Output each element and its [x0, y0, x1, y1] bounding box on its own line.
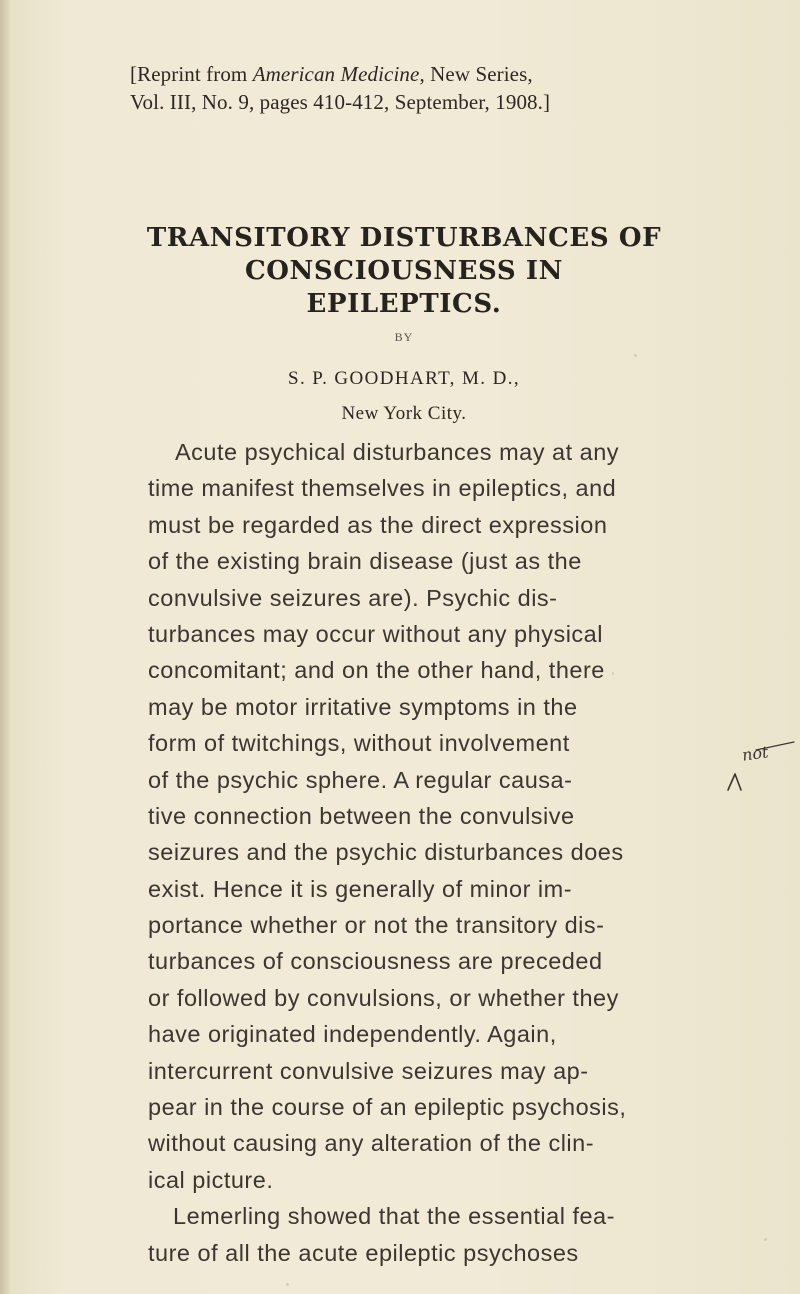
- body-line: of the existing brain disease (just as the: [148, 548, 582, 575]
- body-line: time manifest themselves in epileptics, and: [148, 475, 617, 502]
- body-line: convulsive seizures are). Psychic dis-: [148, 584, 558, 611]
- page-edge-shadow: [0, 0, 10, 1294]
- body-line: ture of all the acute epileptic psychoses: [148, 1239, 579, 1266]
- body-line: may be motor irritative symptoms in the: [148, 693, 578, 720]
- body-line: turbances may occur without any physical: [148, 620, 603, 647]
- author-location: New York City.: [341, 403, 467, 424]
- body-line: must be regarded as the direct expression: [148, 511, 608, 538]
- body-line: ical picture.: [148, 1166, 274, 1193]
- handwritten-margin-note: [726, 740, 796, 800]
- body-line: intercurrent convulsive seizures may ap-: [148, 1057, 589, 1084]
- body-line: Lemerling showed that the essential fea-: [173, 1203, 615, 1230]
- body-line: turbances of consciousness are preceded: [148, 948, 603, 975]
- author-name: S. P. GOODHART, M. D.,: [288, 368, 520, 389]
- body-line: exist. Hence it is generally of minor im-: [148, 875, 573, 902]
- citation-line-1: [130, 60, 690, 88]
- body-line: seizures and the psychic disturbances does: [148, 839, 624, 866]
- margin-note-text: not: [740, 742, 770, 765]
- paper-speck: [612, 672, 614, 675]
- body-line: tive connection between the convulsive: [148, 802, 575, 829]
- title-line-2: CONSCIOUSNESS IN: [245, 256, 563, 286]
- body-line: portance whether or not the transitory dis-: [148, 912, 605, 939]
- body-line: Acute psychical disturbances may at any: [175, 439, 620, 465]
- paper-speck: [764, 1238, 767, 1241]
- body-line: concomitant; and on the other hand, there: [148, 657, 605, 684]
- article-title: [110, 222, 698, 321]
- citation-journal: American Medicine: [252, 62, 420, 86]
- body-line: without causing any alteration of the clin-: [148, 1130, 595, 1157]
- paper-speck: [286, 1283, 289, 1286]
- citation-line-2: Vol. III, No. 9, pages 410-412, September, 1908.]: [130, 90, 551, 114]
- body-line: or followed by convulsions, or whether they: [148, 984, 619, 1011]
- title-line-3: EPILEPTICS.: [306, 289, 502, 319]
- citation-prefix: Reprint from: [137, 62, 253, 86]
- body-line: form of twitchings, without involvement: [148, 730, 570, 757]
- citation-bracket: [: [130, 62, 138, 86]
- article-body: [148, 434, 728, 1271]
- body-line: pear in the course of an epileptic psychosis,: [148, 1094, 627, 1121]
- title-line-1: TRANSITORY DISTURBANCES OF: [146, 223, 662, 253]
- byline-by: BY: [394, 330, 414, 344]
- paper-speck: [634, 354, 637, 357]
- body-line: of the psychic sphere. A regular causa-: [148, 766, 573, 793]
- citation-series: , New Series,: [419, 62, 533, 86]
- reprint-citation: [130, 60, 690, 116]
- body-line: have originated independently. Again,: [148, 1021, 557, 1048]
